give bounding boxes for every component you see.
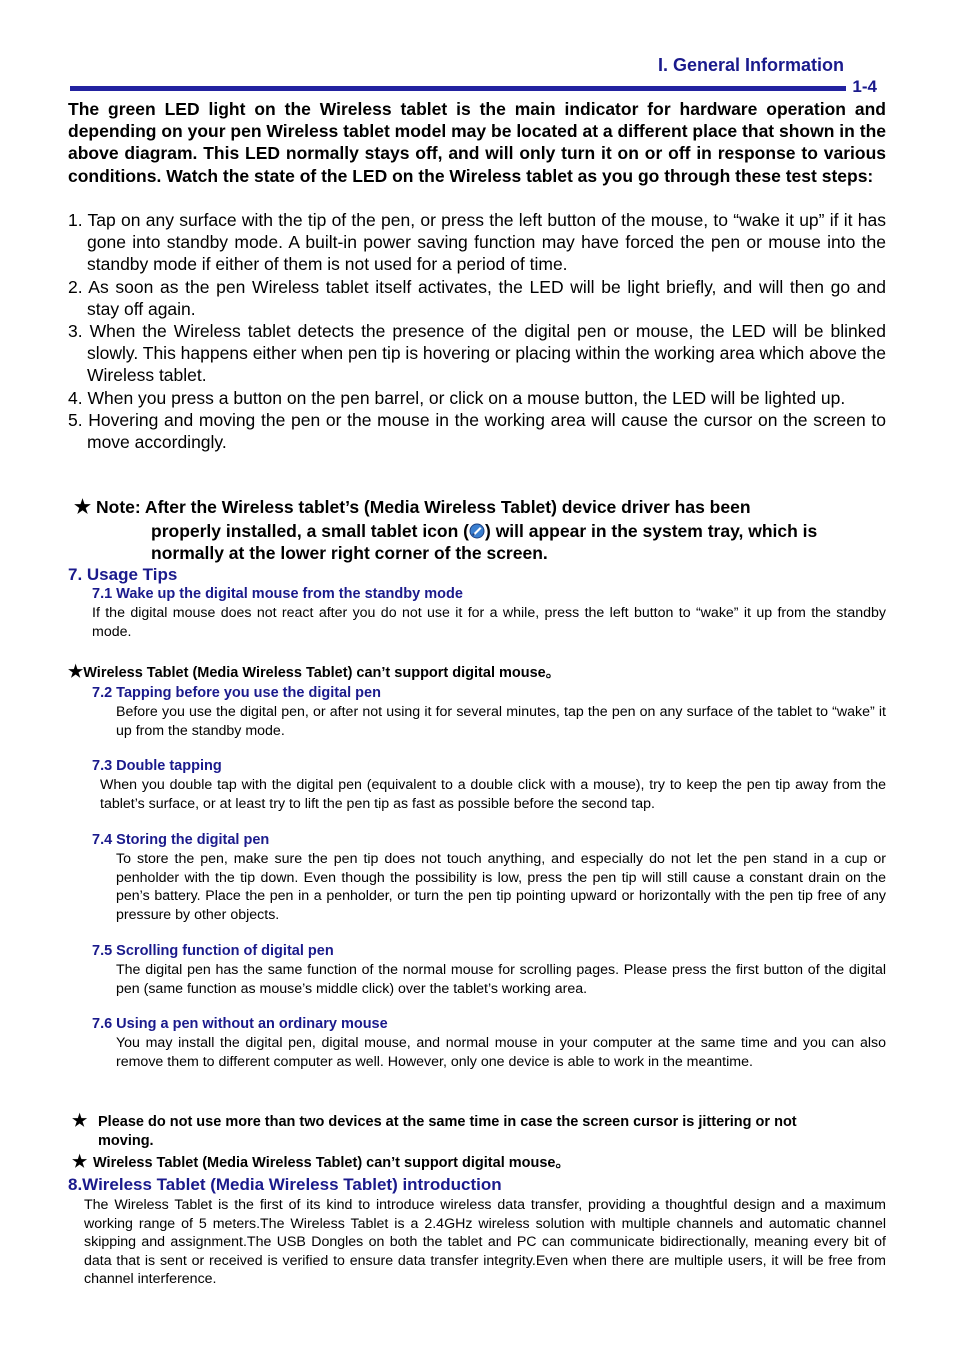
section-8-body: The Wireless Tablet is the first of its kind to introduce wireless data transfer, providing a thoughtful design and a maximum working range of 5 meters.The Wireless Tablet is a 2.4GHz wireless solution with multiple channels and automatic channel skipping and assignment.The USB Dongles on both the tablet and PC can communicate bidirectionally, meaning every bit of data that is sent or received is verified to ensure data transfer integrity.Even when there are multiple users, it will be free from channel interference. — [84, 1197, 886, 1288]
section-7-3-title: 7.3 Double tapping — [92, 758, 222, 774]
led-intro-paragraph: The green LED light on the Wireless tablet is the main indicator for hardware operation and depending on your pen Wireless tablet model may be located at a different place that shown in the above diagram. This LED normally stays off, and will only turn it on or off in response to various conditions. Watch the state of the LED on the Wireless tablet as you go through these test steps: — [68, 99, 886, 186]
section-7-5-title: 7.5 Scrolling function of digital pen — [92, 943, 334, 959]
driver-note — [74, 496, 886, 565]
note-line-2b: ) will appear in the system tray, which is — [485, 520, 818, 541]
note-line-1: Note: After the Wireless tablet’s (Media Wireless Tablet) device driver has been — [96, 497, 751, 517]
warning-2-text: Please do not use more than two devices at the same time in case the screen cursor is jittering or not — [98, 1114, 797, 1130]
section-7-4-title: 7.4 Storing the digital pen — [92, 832, 270, 848]
step-2: 2. As soon as the pen Wireless tablet itself activates, the LED will be light briefly, and will then go and stay off again. — [68, 276, 886, 319]
star-icon: ★ — [74, 497, 92, 518]
usage-tips-heading: 7. Usage Tips — [68, 565, 178, 584]
test-steps-list — [68, 209, 886, 453]
step-1: 1. Tap on any surface with the tip of the pen, or press the left button of the mouse, to “wake it up” if it has gone into standby mode. A built-in power saving function may have forced the pen or mouse into the standby mode if either of them is not used for a period of time. — [68, 210, 886, 275]
section-7-6-title: 7.6 Using a pen without an ordinary mouse — [92, 1016, 388, 1032]
step-5: 5. Hovering and moving the pen or the mouse in the working area will cause the cursor on the screen to move accordingly. — [68, 409, 886, 453]
section-7-1-title: 7.1 Wake up the digital mouse from the standby mode — [92, 586, 463, 602]
star-icon: ★ — [68, 662, 84, 681]
section-7-1-body: If the digital mouse does not react after you do not use it for a while, press the left button to “wake” it up from the standby mode. — [92, 605, 886, 640]
warning-2 — [72, 1111, 886, 1151]
tablet-tray-icon — [469, 522, 485, 538]
note-line-2a: properly installed, a small tablet icon ( — [151, 520, 469, 541]
page-number: 1-4 — [852, 77, 877, 96]
step-4: 4. When you press a button on the pen barrel, or click on a mouse button, the LED will be lighted up. — [68, 387, 846, 408]
section-8-heading: 8.Wireless Tablet (Media Wireless Tablet) introduction — [68, 1175, 502, 1194]
warning-1 — [68, 662, 560, 683]
section-7-2-title: 7.2 Tapping before you use the digital pen — [92, 685, 381, 701]
warning-3 — [72, 1152, 570, 1173]
warning-2-text-cont: moving. — [98, 1133, 154, 1149]
section-7-5-body: The digital pen has the same function of the normal mouse for scrolling pages. Please press the first button of the digital pen (same function as mouse’s middle click) over the tablet’s working area. — [116, 962, 886, 997]
section-7-4-body: To store the pen, make sure the pen tip does not touch anything, and especially do not let the pen stand in a cup or penholder with the tip down. Even though the possibility is low, press the pen tip will still cause a constant drain on the pen’s battery. Place the pen in a penholder, or turn the pen tip pointing upward or horizontally with the pen tip free of any pressure by other objects. — [116, 851, 886, 923]
step-3: 3. When the Wireless tablet detects the presence of the digital pen or mouse, the LED will be blinked slowly. This happens either when pen tip is hovering or placing within the working area which above the Wireless tablet. — [68, 321, 886, 386]
star-icon: ★ — [72, 1152, 88, 1171]
star-icon: ★ — [72, 1111, 88, 1130]
section-7-2-body: Before you use the digital pen, or after not using it for several minutes, tap the pen on any surface of the tablet to “wake” it up from the standby mode. — [116, 704, 886, 739]
section-7-3-body: When you double tap with the digital pen (equivalent to a double click with a mouse), try to keep the pen tip away from the tablet’s surface, or at least try to lift the pen tip as fast as possible before the second tap. — [100, 777, 886, 812]
note-line-3: normally at the lower right corner of the screen. — [151, 543, 548, 563]
section-7-6-body: You may install the digital pen, digital mouse, and normal mouse in your computer at the same time and you can also remove them to different computer as well. However, only one device is able to work in the meantime. — [116, 1035, 886, 1070]
warning-3-text: Wireless Tablet (Media Wireless Tablet) can’t support digital mouse。 — [93, 1155, 570, 1171]
header-rule — [70, 86, 846, 91]
section-header: I. General Information — [657, 55, 844, 75]
warning-1-text: Wireless Tablet (Media Wireless Tablet) can’t support digital mouse。 — [83, 665, 561, 681]
